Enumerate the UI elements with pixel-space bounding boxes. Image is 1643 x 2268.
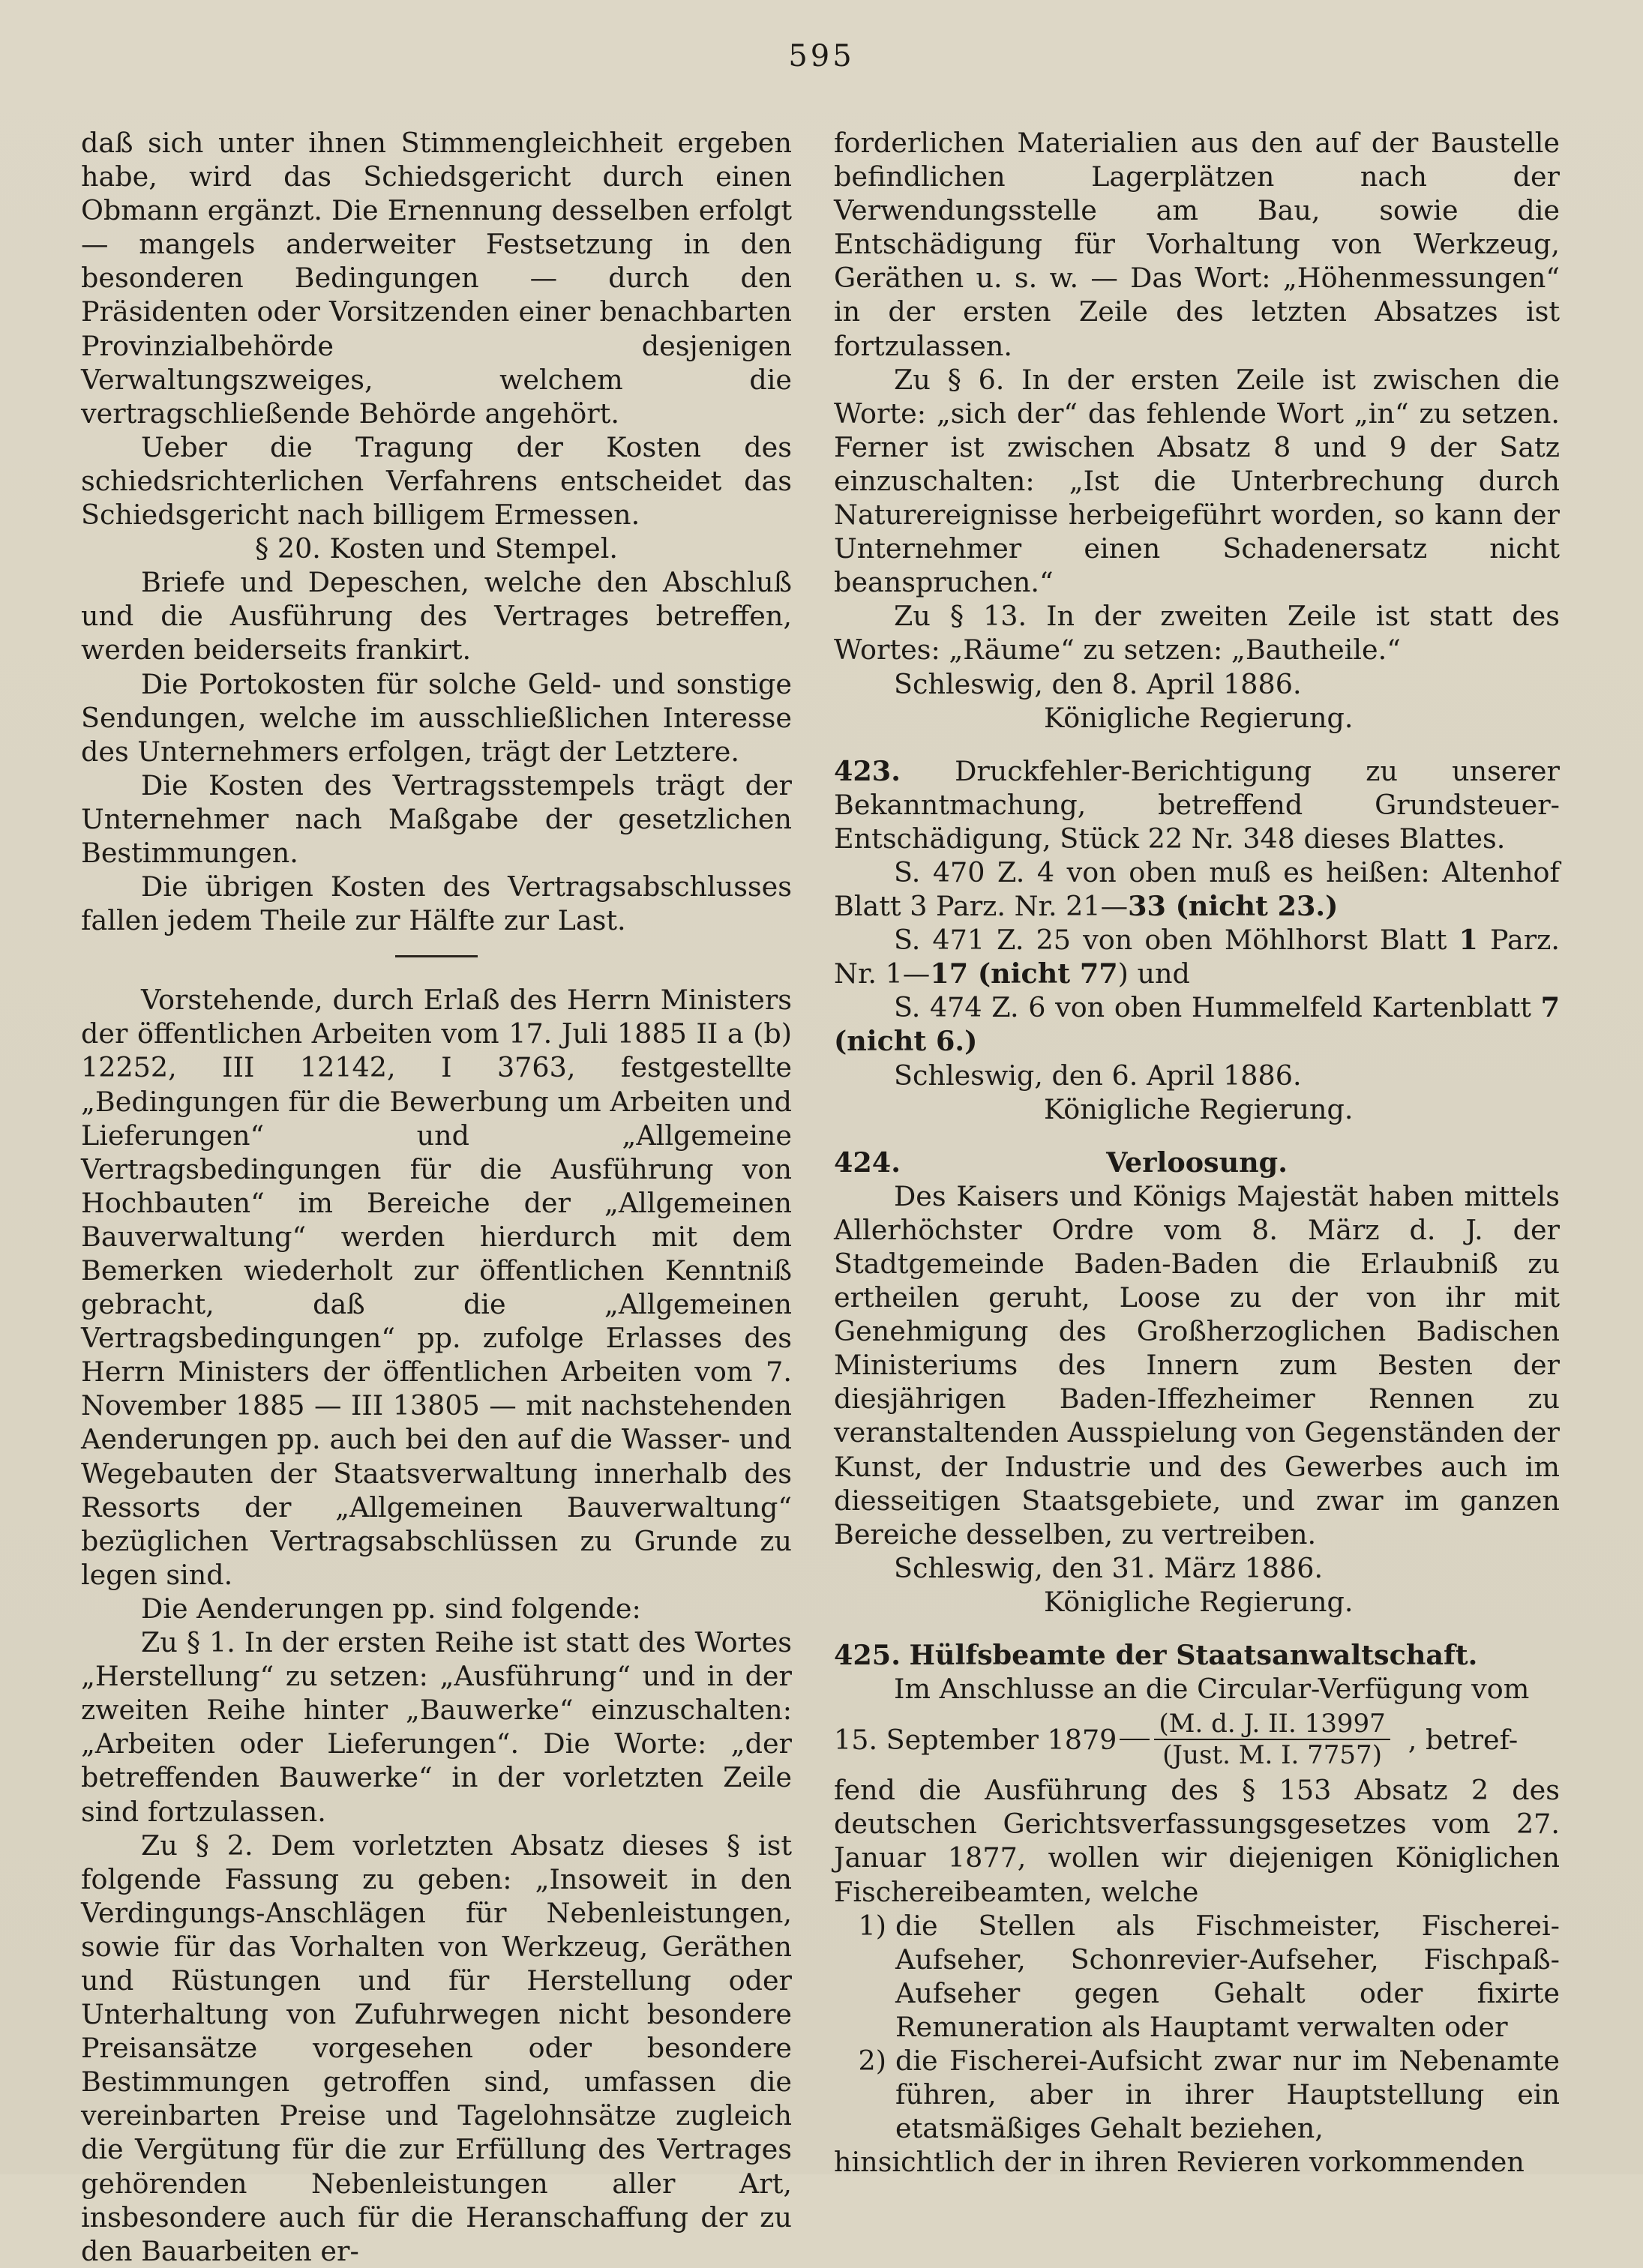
- fraction-numerator: (M. d. J. II. 13997: [1154, 1709, 1390, 1740]
- text: 23: [1277, 890, 1316, 923]
- paragraph: forderlichen Materialien aus den auf der Baustelle befindlichen Lagerplätzen nach der Verwendungsstelle am Bau, sowie die Entschädigung für Vorhaltung von Werkzeug, Geräthen u. s. w. — Das Wort: „Höhenmessungen“ in der ersten Zeile des letzten Absatzes ist fortzulassen.: [834, 127, 1560, 362]
- text: .): [1315, 890, 1339, 923]
- page-number: 595: [788, 39, 855, 73]
- section-425-heading: [834, 1638, 1560, 1672]
- date-text: 15. September 1879: [834, 1723, 1117, 1756]
- section-title: Druckfehler-Berichtigung zu unserer Bekanntmachung, betreffend Grundsteuer-Entschädigung, Stück 22 Nr. 348 dieses Blattes.: [834, 754, 1560, 855]
- section-425: [834, 1638, 1560, 2179]
- text: 6: [936, 1025, 955, 1058]
- text: S. 470 Z. 4 von oben muß es heißen: Altenhof Blatt 3 Parz. Nr. 21—: [834, 855, 1560, 923]
- text: S. 471 Z. 25 von oben Möhlhorst Blatt: [894, 924, 1459, 957]
- text: (nicht: [1165, 890, 1278, 923]
- signature-place-date: Schleswig, den 8. April 1886.: [894, 667, 1302, 700]
- section-number: 424.: [834, 1146, 901, 1179]
- paragraph: Zu § 1. In der ersten Reihe ist statt des Wortes „Herstellung“ zu setzen: „Ausführung“ und in der zweiten Reihe hinter „Bauwerke“ einzuschalten: „Arbeiten oder Lieferungen“. Die Worte: „der betreffenden Bauwerke“ in der vorletzten Zeile sind fortzulassen.: [81, 1626, 792, 1828]
- right-column: [834, 126, 1560, 2179]
- paragraph: hinsichtlich der in ihren Revieren vorkommenden: [834, 2146, 1525, 2179]
- paragraph: Zu § 6. In der ersten Zeile ist zwischen die Worte: „sich der“ das fehlende Wort „in“ zu setzen. Ferner ist zwischen Absatz 8 und 9 der Satz einzuschalten: „Ist die Unterbrechung durch Naturereignisse herbeigeführt worden, so kann der Unternehmer einen Schadenersatz nicht beanspruchen.“: [834, 363, 1560, 599]
- section-title: Verloosung.: [1106, 1146, 1288, 1179]
- section-423-heading: [834, 754, 1560, 855]
- section-heading: § 20. Kosten und Stempel.: [255, 532, 618, 565]
- paragraph: Im Anschlusse an die Circular-Verfügung vom: [894, 1673, 1530, 1706]
- paragraph: fend die Ausführung des § 153 Absatz 2 des deutschen Gerichtsverfassungsgesetzes vom 27. Januar 1877, wollen wir diejenigen Königlichen Fischereibeamten, welche: [834, 1774, 1560, 1908]
- list-item-text: die Fischerei-Aufsicht zwar nur im Nebenamte führen, aber in ihrer Hauptstellung ein etatsmäßiges Gehalt beziehen,: [895, 2044, 1560, 2145]
- text: (nicht: [968, 957, 1080, 990]
- paragraph: Zu § 13. In der zweiten Zeile ist statt des Wortes: „Räume“ zu setzen: „Bautheile.“: [834, 600, 1560, 667]
- text: 17: [930, 957, 969, 990]
- list-item-text: die Stellen als Fischmeister, Fischerei-Aufseher, Schonrevier-Aufseher, Fischpaß-Aufseher gegen Gehalt oder fixirte Remuneration als Hauptamt verwalten oder: [895, 1909, 1560, 2043]
- correction-line: [834, 855, 1560, 923]
- paragraph: Die übrigen Kosten des Vertragsabschlusses fallen jedem Theile zur Hälfte zur Last.: [81, 870, 792, 937]
- text: Parz. Nr. 1—: [834, 924, 1560, 990]
- list-marker: 1): [858, 1909, 886, 1942]
- text: S. 474 Z. 6 von oben Hummelfeld Kartenblatt: [894, 991, 1541, 1024]
- text: 7: [1540, 991, 1560, 1024]
- correction-line: [834, 923, 1560, 990]
- paragraph: Zu § 2. Dem vorletzten Absatz dieses § ist folgende Fassung zu geben: „Insoweit in den Verdingungs-Anschlägen für Nebenleistungen, sowie für das Vorhalten von Werkzeug, Geräthen und Rüstungen und für Herstellung oder Unterhaltung von Zufuhrwegen nicht besondere Preisansätze vorgesehen oder besondere Bestimmungen getroffen sind, umfassen die vereinbarten Preise und Tagelohnsätze zugleich die Vergütung für die zur Erfüllung des Vertrages gehörenden Nebenleistungen aller Art, insbesondere auch für die Heranschaffung der zu den Bauarbeiten er-: [81, 1829, 792, 2267]
- list-marker: 2): [858, 2044, 886, 2077]
- section-424: [834, 1146, 1560, 1619]
- text: 33: [1128, 890, 1166, 923]
- dash: [1120, 1739, 1150, 1740]
- paragraph: Die Aenderungen pp. sind folgende:: [141, 1592, 641, 1625]
- paragraph: Die Kosten des Vertragsstempels trägt der Unternehmer nach Maßgabe der gesetzlichen Bestimmungen.: [81, 768, 792, 869]
- signature-place-date: Schleswig, den 31. März 1886.: [894, 1551, 1324, 1584]
- section-title: Hülfsbeamte der Staatsanwaltschaft.: [909, 1639, 1478, 1672]
- text: .): [955, 1025, 978, 1058]
- text: , betref-: [1408, 1723, 1519, 1756]
- list-item: [834, 2044, 1560, 2145]
- section-423: [834, 754, 1560, 1126]
- section-424-heading: [834, 1146, 1560, 1179]
- signature-authority: Königliche Regierung.: [1044, 1585, 1354, 1618]
- reference-fraction: [1154, 1709, 1390, 1770]
- section-number: 425.: [834, 1639, 901, 1672]
- paragraph: daß sich unter ihnen Stimmengleichheit ergeben habe, wird das Schiedsgericht durch einen Obmann ergänzt. Die Ernennung desselben erfolgt — mangels anderweiter Festsetzung in den besonderen Bedingungen — durch den Präsidenten oder Vorsitzenden einer benachbarten Provinzialbehörde desjenigen Verwaltungszweiges, welchem die vertragschließende Behörde angehört.: [81, 127, 792, 430]
- text: 1: [1459, 924, 1478, 957]
- section-number: 423.: [834, 754, 901, 787]
- paragraph: Des Kaisers und Königs Majestät haben mittels Allerhöchster Ordre vom 8. März d. J. der Stadtgemeinde Baden-Baden die Erlaubniß zu ertheilen geruht, Loose zu der von ihr mit Genehmigung des Großherzoglichen Badischen Ministeriums des Innern zum Besten der diesjährigen Baden-Iffezheimer Rennen zu veranstaltenden Ausspielung von Gegenständen der Kunst, der Industrie und des Gewerbes auch im diesseitigen Staatsgebiete, und zwar im ganzen Bereiche desselben, zu vertreiben.: [834, 1179, 1560, 1550]
- text: 77: [1079, 957, 1118, 990]
- separator-rule: [395, 955, 478, 957]
- reference-fraction-line: [834, 1706, 1560, 1773]
- paragraph: Vorstehende, durch Erlaß des Herrn Ministers der öffentlichen Arbeiten vom 17. Juli 1885 II a (b) 12252, III 12142, I 3763, festgestellte „Bedingungen für die Bewerbung um Arbeiten und Lieferungen“ und „Allgemeine Vertragsbedingungen für die Ausführung von Hochbauten“ im Bereiche der „Allgemeinen Bauverwaltung“ werden hierdurch mit dem Bemerken wiederholt zur öffentlichen Kenntniß gebracht, daß die „Allgemeinen Vertragsbedingungen“ pp. zufolge Erlasses des Herrn Ministers der öffentlichen Arbeiten vom 7. November 1885 — III 13805 — mit nachstehenden Aenderungen pp. auch bei den auf die Wasser- und Wegebauten der Staatsverwaltung innerhalb des Ressorts der „Allgemeinen Bauverwaltung“ bezüglichen Vertragsabschlüssen zu Grunde zu legen sind.: [81, 984, 792, 1591]
- correction-line: [834, 990, 1560, 1058]
- paragraph: Briefe und Depeschen, welche den Abschluß und die Ausführung des Vertrages betreffen, werden beiderseits frankirt.: [81, 566, 792, 667]
- fraction-denominator: (Just. M. I. 7757): [1162, 1740, 1382, 1771]
- list-item: [834, 1909, 1560, 2044]
- text: (nicht: [834, 1025, 937, 1058]
- signature-place-date: Schleswig, den 6. April 1886.: [894, 1059, 1302, 1092]
- left-column: [81, 126, 792, 2268]
- signature-authority: Königliche Regierung.: [1044, 1092, 1354, 1125]
- paragraph: Ueber die Tragung der Kosten des schiedsrichterlichen Verfahrens entscheidet das Schiedsgericht nach billigem Ermessen.: [81, 430, 792, 532]
- text: ) und: [1117, 957, 1190, 990]
- signature-authority: Königliche Regierung.: [1044, 701, 1354, 734]
- paragraph: Die Portokosten für solche Geld- und sonstige Sendungen, welche im ausschließlichen Interesse des Unternehmers erfolgen, trägt der Letztere.: [81, 667, 792, 768]
